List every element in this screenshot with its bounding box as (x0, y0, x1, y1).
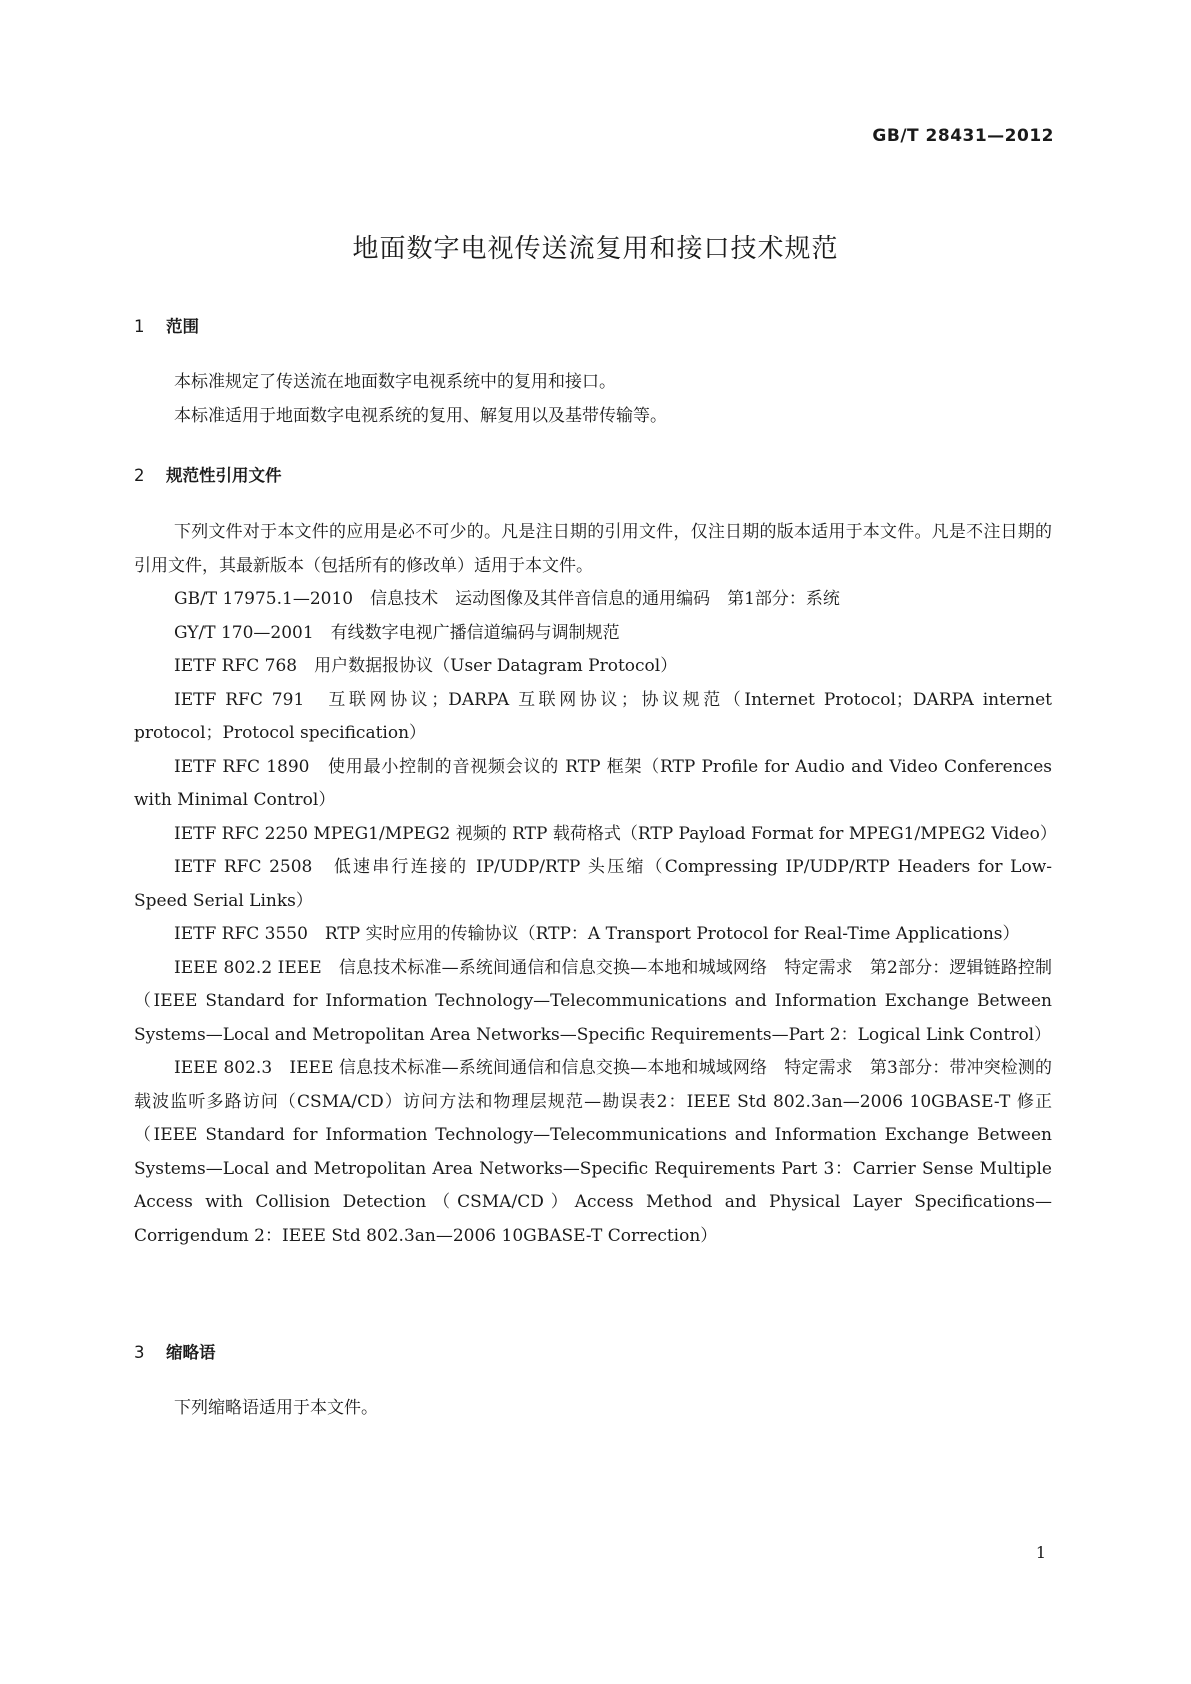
section-1-heading (134, 313, 199, 337)
section-number: 1 (134, 317, 145, 336)
paragraph: 下列文件对于本文件的应用是必不可少的。凡是注日期的引用文件，仅注日期的版本适用于本文件。凡是不注日期的引用文件，其最新版本（包括所有的修改单）适用于本文件。 (134, 522, 1052, 576)
section-2-body (134, 516, 1057, 1253)
reference-item: IEEE 802.2 IEEE 信息技术标准—系统间通信和信息交换—本地和城域网络 特定需求 第2部分：逻辑链路控制（IEEE Standard for Information Technology—Telecommunications and Information Exchange Between Systems—Local and Metropolitan Area Networks—Specific Requirements—Part 2：Logical Link Control） (134, 957, 1052, 1045)
reference-item: IEEE 802.3 IEEE 信息技术标准—系统间通信和信息交换—本地和城域网络 特定需求 第3部分：带冲突检测的载波监听多路访问（CSMA/CD）访问方法和物理层规范—勘误表2：IEEE Std 802.3an—2006 10GBASE-T 修正（IEEE Standard for Information Technology—Telecommunications and Information Exchange Between Systems—Local and Metropolitan Area Networks—Specific Requirements Part 3：Carrier Sense Multiple Access with Collision Detection（CSMA/CD）Access Method and Physical Layer Specifications—Corrigendum 2：IEEE Std 802.3an—2006 10GBASE-T Correction） (134, 1058, 1052, 1246)
reference-item: IETF RFC 1890 使用最小控制的音视频会议的 RTP 框架（RTP Profile for Audio and Video Conferences with Minimal Control） (134, 756, 1052, 810)
section-title: 范围 (166, 317, 199, 336)
document-title: 地面数字电视传送流复用和接口技术规范 (352, 234, 839, 264)
page-number: 1 (1035, 1543, 1046, 1562)
section-number: 3 (134, 1343, 145, 1362)
standard-number: GB/T 28431—2012 (872, 126, 1054, 146)
paragraph: 本标准适用于地面数字电视系统的复用、解复用以及基带传输等。 (174, 405, 667, 426)
section-title: 缩略语 (166, 1343, 216, 1362)
section-2-heading (134, 462, 282, 486)
reference-item: GB/T 17975.1—2010 信息技术 运动图像及其伴音信息的通用编码 第1部分：系统 (174, 589, 840, 609)
reference-item: IETF RFC 2250 MPEG1/MPEG2 视频的 RTP 载荷格式（RTP Payload Format for MPEG1/MPEG2 Video） (174, 823, 1057, 844)
paragraph: 本标准规定了传送流在地面数字电视系统中的复用和接口。 (174, 372, 616, 392)
paragraph: 下列缩略语适用于本文件。 (174, 1398, 378, 1418)
reference-item: IETF RFC 768 用户数据报协议（User Datagram Protocol） (174, 656, 678, 676)
section-1-body (134, 366, 1052, 433)
reference-item: IETF RFC 791 互联网协议；DARPA 互联网协议；协议规范（Internet Protocol；DARPA internet protocol；Protocol specification） (134, 689, 1052, 743)
reference-item: IETF RFC 3550 RTP 实时应用的传输协议（RTP：A Transport Protocol for Real-Time Applications） (174, 924, 1020, 944)
section-title: 规范性引用文件 (166, 466, 282, 485)
section-3-body (134, 1392, 1052, 1426)
section-3-heading (134, 1339, 216, 1363)
reference-item: GY/T 170—2001 有线数字电视广播信道编码与调制规范 (174, 622, 620, 643)
reference-item: IETF RFC 2508 低速串行连接的 IP/UDP/RTP 头压缩（Compressing IP/UDP/RTP Headers for Low-Speed Serial Links） (134, 857, 1052, 911)
section-number: 2 (134, 466, 145, 485)
